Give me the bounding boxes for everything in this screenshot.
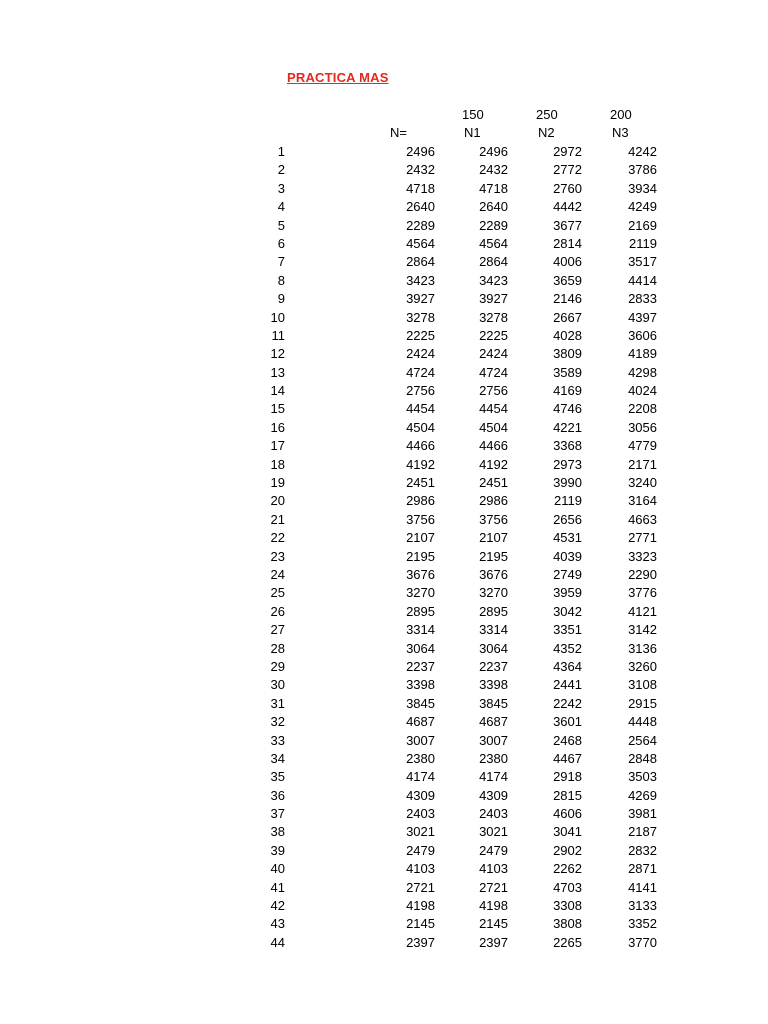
table-row: [0, 419, 768, 437]
table-row: [0, 732, 768, 750]
cell-n: 2640: [406, 199, 435, 215]
cell-n1: 4454: [479, 401, 508, 417]
cell-n3: 2169: [628, 217, 657, 233]
cell-n2: 4006: [553, 254, 582, 270]
cell-n: 2451: [406, 475, 435, 491]
cell-n1: 4687: [479, 714, 508, 730]
cell-n3: 2848: [628, 750, 657, 766]
table-row: [0, 787, 768, 805]
cell-n2: 2760: [553, 180, 582, 196]
row-index: 34: [270, 750, 285, 766]
cell-n1: 4718: [479, 180, 508, 196]
cell-n3: 3108: [628, 677, 657, 693]
cell-n2: 4364: [553, 658, 582, 674]
cell-n: 3270: [406, 585, 435, 601]
cell-n: 2289: [406, 217, 435, 233]
table-row: [0, 400, 768, 418]
cell-n3: 2290: [628, 566, 657, 582]
cell-n: 2145: [406, 916, 435, 932]
cell-n: 2479: [406, 842, 435, 858]
table-row: [0, 860, 768, 878]
cell-n3: 3142: [628, 622, 657, 638]
cell-n2: 2656: [553, 511, 582, 527]
table-row: [0, 768, 768, 786]
cell-n1: 4192: [479, 456, 508, 472]
row-index: 29: [270, 658, 285, 674]
table-row: [0, 879, 768, 897]
cell-n1: 2397: [479, 934, 508, 950]
cell-n1: 2107: [479, 530, 508, 546]
page-title: PRACTICA MAS: [287, 70, 389, 85]
cell-n2: 2667: [553, 309, 582, 325]
table-row: [0, 345, 768, 363]
cell-n3: 4397: [628, 309, 657, 325]
cell-n: 2721: [406, 879, 435, 895]
cell-n: 3845: [406, 695, 435, 711]
cell-n3: 3606: [628, 327, 657, 343]
cell-n1: 2195: [479, 548, 508, 564]
cell-n2: 2749: [553, 566, 582, 582]
row-index: 31: [270, 695, 285, 711]
cell-n: 2195: [406, 548, 435, 564]
cell-n: 4103: [406, 861, 435, 877]
cell-n2: 3589: [553, 364, 582, 380]
cell-n: 4466: [406, 438, 435, 454]
cell-n2: 3351: [553, 622, 582, 638]
cell-n: 4504: [406, 419, 435, 435]
row-index: 43: [270, 916, 285, 932]
row-index: 23: [270, 548, 285, 564]
cell-n1: 4103: [479, 861, 508, 877]
cell-n: 3423: [406, 272, 435, 288]
row-index: 11: [271, 327, 285, 343]
row-index: 21: [270, 511, 285, 527]
cell-n3: 4242: [628, 144, 657, 159]
cell-n: 3007: [406, 732, 435, 748]
table-row: [0, 364, 768, 382]
cell-n3: 4141: [628, 879, 657, 895]
table-row: [0, 382, 768, 400]
table-row: [0, 823, 768, 841]
cell-n3: 4448: [628, 714, 657, 730]
cell-n1: 2451: [479, 475, 508, 491]
cell-n3: 2187: [628, 824, 657, 840]
cell-n: 3064: [406, 640, 435, 656]
cell-n2: 3990: [553, 475, 582, 491]
cell-n: 2756: [406, 383, 435, 399]
cell-n2: 3659: [553, 272, 582, 288]
cell-n2: 3601: [553, 714, 582, 730]
cell-n3: 3770: [628, 934, 657, 950]
table-row: [0, 161, 768, 179]
cell-n1: 3423: [479, 272, 508, 288]
table-row: [0, 143, 768, 161]
cell-n2: 2119: [554, 493, 582, 509]
row-index: 6: [277, 235, 285, 251]
cell-n: 2432: [406, 162, 435, 178]
row-index: 30: [270, 677, 285, 693]
cell-n3: 2833: [628, 291, 657, 307]
table-row: [0, 217, 768, 235]
sample-size-n3: 200: [610, 107, 632, 122]
sample-size-row: [0, 106, 768, 124]
row-index: 14: [270, 383, 285, 399]
cell-n3: 3981: [628, 806, 657, 822]
cell-n: 2864: [406, 254, 435, 270]
cell-n: 3021: [406, 824, 435, 840]
row-index: 9: [277, 291, 285, 307]
cell-n2: 2772: [553, 162, 582, 178]
table-row: [0, 695, 768, 713]
row-index: 13: [270, 364, 285, 380]
table-row: [0, 253, 768, 271]
row-index: 18: [270, 456, 285, 472]
cell-n3: 3136: [628, 640, 657, 656]
cell-n1: 3064: [479, 640, 508, 656]
cell-n2: 3042: [553, 603, 582, 619]
cell-n3: 2871: [628, 861, 657, 877]
table-row: [0, 327, 768, 345]
cell-n1: 2145: [479, 916, 508, 932]
cell-n: 2107: [406, 530, 435, 546]
row-index: 44: [270, 934, 285, 950]
row-index: 27: [270, 622, 285, 638]
row-index: 42: [270, 898, 285, 914]
cell-n3: 3776: [628, 585, 657, 601]
cell-n2: 2902: [553, 842, 582, 858]
table-row: [0, 603, 768, 621]
cell-n2: 3368: [553, 438, 582, 454]
cell-n3: 4414: [628, 272, 657, 288]
column-header-row: [0, 124, 768, 142]
column-header-n2: N2: [538, 125, 555, 140]
cell-n2: 4221: [553, 419, 582, 435]
cell-n2: 2441: [553, 677, 582, 693]
row-index: 5: [277, 217, 285, 233]
row-index: 28: [270, 640, 285, 656]
cell-n: 3278: [406, 309, 435, 325]
cell-n: 4687: [406, 714, 435, 730]
cell-n: 3756: [406, 511, 435, 527]
cell-n3: 3786: [628, 162, 657, 178]
table-row: [0, 713, 768, 731]
table-row: [0, 290, 768, 308]
cell-n3: 2771: [628, 530, 657, 546]
cell-n1: 4504: [479, 419, 508, 435]
cell-n: 4198: [406, 898, 435, 914]
cell-n1: 2479: [479, 842, 508, 858]
cell-n3: 4249: [628, 199, 657, 215]
cell-n: 2225: [406, 327, 435, 343]
table-row: [0, 842, 768, 860]
table-row: [0, 529, 768, 547]
sample-size-n2: 250: [536, 107, 558, 122]
column-header-n: N=: [390, 125, 407, 140]
cell-n1: 3314: [479, 622, 508, 638]
cell-n1: 2424: [479, 346, 508, 362]
row-index: 26: [270, 603, 285, 619]
row-index: 3: [277, 180, 285, 196]
cell-n2: 2242: [553, 695, 582, 711]
cell-n3: 3503: [628, 769, 657, 785]
row-index: 33: [270, 732, 285, 748]
cell-n1: 3270: [479, 585, 508, 601]
cell-n3: 3133: [628, 898, 657, 914]
row-index: 12: [270, 346, 285, 362]
row-index: 39: [270, 842, 285, 858]
table-row: [0, 566, 768, 584]
cell-n: 3676: [406, 566, 435, 582]
cell-n: 4174: [406, 769, 435, 785]
cell-n1: 3676: [479, 566, 508, 582]
table-row: [0, 548, 768, 566]
row-index: 24: [270, 566, 285, 582]
cell-n: 4718: [406, 180, 435, 196]
cell-n3: 4269: [628, 787, 657, 803]
cell-n3: 3260: [628, 658, 657, 674]
cell-n1: 3398: [479, 677, 508, 693]
cell-n3: 4024: [628, 383, 657, 399]
row-index: 32: [270, 714, 285, 730]
cell-n3: 2119: [629, 235, 657, 251]
row-index: 25: [270, 585, 285, 601]
row-index: 36: [270, 787, 285, 803]
row-index: 20: [270, 493, 285, 509]
cell-n2: 2815: [553, 787, 582, 803]
cell-n: 3314: [406, 622, 435, 638]
table-row: [0, 272, 768, 290]
cell-n1: 2225: [479, 327, 508, 343]
column-header-n1: N1: [464, 125, 481, 140]
column-header-n3: N3: [612, 125, 629, 140]
cell-n3: 3517: [628, 254, 657, 270]
cell-n3: 3934: [628, 180, 657, 196]
cell-n: 4564: [406, 235, 435, 251]
cell-n2: 4531: [553, 530, 582, 546]
cell-n2: 4039: [553, 548, 582, 564]
cell-n1: 2380: [479, 750, 508, 766]
cell-n2: 2973: [553, 456, 582, 472]
row-index: 35: [270, 769, 285, 785]
cell-n1: 4466: [479, 438, 508, 454]
row-index: 7: [277, 254, 285, 270]
table-row: [0, 235, 768, 253]
cell-n3: 3056: [628, 419, 657, 435]
cell-n: 4454: [406, 401, 435, 417]
table-row: [0, 492, 768, 510]
cell-n2: 2262: [553, 861, 582, 877]
cell-n1: 2289: [479, 217, 508, 233]
cell-n1: 2432: [479, 162, 508, 178]
cell-n1: 3021: [479, 824, 508, 840]
cell-n3: 3164: [628, 493, 657, 509]
row-index: 38: [270, 824, 285, 840]
cell-n2: 2972: [553, 144, 582, 159]
cell-n1: 3927: [479, 291, 508, 307]
table-row: [0, 309, 768, 327]
cell-n2: 2265: [553, 934, 582, 950]
cell-n2: 4442: [553, 199, 582, 215]
cell-n: 3927: [406, 291, 435, 307]
cell-n: 2895: [406, 603, 435, 619]
cell-n2: 3677: [553, 217, 582, 233]
cell-n2: 2918: [553, 769, 582, 785]
table-row: [0, 640, 768, 658]
cell-n2: 4467: [553, 750, 582, 766]
cell-n2: 4703: [553, 879, 582, 895]
cell-n2: 3959: [553, 585, 582, 601]
table-row: [0, 750, 768, 768]
cell-n3: 2171: [628, 456, 657, 472]
cell-n2: 3041: [553, 824, 582, 840]
row-index: 16: [270, 419, 285, 435]
cell-n2: 4746: [553, 401, 582, 417]
row-index: 37: [270, 806, 285, 822]
cell-n: 2403: [406, 806, 435, 822]
table-row: [0, 437, 768, 455]
cell-n1: 2403: [479, 806, 508, 822]
cell-n1: 2237: [479, 658, 508, 674]
cell-n1: 2721: [479, 879, 508, 895]
table-row: [0, 915, 768, 933]
cell-n1: 4174: [479, 769, 508, 785]
table-row: [0, 621, 768, 639]
table-row: [0, 198, 768, 216]
table-row: [0, 934, 768, 952]
cell-n: 4724: [406, 364, 435, 380]
cell-n2: 4169: [553, 383, 582, 399]
cell-n2: 4028: [553, 327, 582, 343]
cell-n1: 2895: [479, 603, 508, 619]
cell-n: 2496: [406, 144, 435, 159]
cell-n3: 4189: [628, 346, 657, 362]
row-index: 22: [270, 530, 285, 546]
table-row: [0, 676, 768, 694]
cell-n1: 4564: [479, 235, 508, 251]
cell-n2: 4606: [553, 806, 582, 822]
cell-n3: 2208: [628, 401, 657, 417]
row-index: 2: [277, 162, 285, 178]
cell-n3: 2832: [628, 842, 657, 858]
table-row: [0, 658, 768, 676]
cell-n1: 2864: [479, 254, 508, 270]
table-row: [0, 584, 768, 602]
cell-n: 2237: [406, 658, 435, 674]
cell-n: 2380: [406, 750, 435, 766]
cell-n1: 3007: [479, 732, 508, 748]
row-index: 10: [270, 309, 285, 325]
row-index: 4: [277, 199, 285, 215]
cell-n1: 3756: [479, 511, 508, 527]
cell-n1: 2756: [479, 383, 508, 399]
cell-n3: 3352: [628, 916, 657, 932]
row-index: 1: [277, 144, 285, 159]
cell-n: 2397: [406, 934, 435, 950]
cell-n: 2424: [406, 346, 435, 362]
row-index: 15: [270, 401, 285, 417]
cell-n3: 4779: [628, 438, 657, 454]
cell-n: 3398: [406, 677, 435, 693]
row-index: 8: [277, 272, 285, 288]
cell-n2: 3308: [553, 898, 582, 914]
cell-n2: 3809: [553, 346, 582, 362]
cell-n2: 4352: [553, 640, 582, 656]
sample-size-n1: 150: [462, 107, 484, 122]
cell-n: 2986: [406, 493, 435, 509]
table-row: [0, 805, 768, 823]
cell-n: 4192: [406, 456, 435, 472]
cell-n1: 4309: [479, 787, 508, 803]
cell-n3: 3323: [628, 548, 657, 564]
cell-n2: 2146: [553, 291, 582, 307]
cell-n2: 2814: [553, 235, 582, 251]
cell-n3: 2564: [628, 732, 657, 748]
row-index: 40: [270, 861, 285, 877]
cell-n1: 3845: [479, 695, 508, 711]
table-row: [0, 897, 768, 915]
table-row: [0, 511, 768, 529]
cell-n3: 4121: [628, 603, 657, 619]
cell-n1: 4198: [479, 898, 508, 914]
cell-n1: 4724: [479, 364, 508, 380]
data-table: [0, 143, 768, 952]
cell-n3: 2915: [628, 695, 657, 711]
row-index: 17: [270, 438, 285, 454]
table-row: [0, 474, 768, 492]
cell-n3: 4663: [628, 511, 657, 527]
row-index: 19: [270, 475, 285, 491]
table-row: [0, 180, 768, 198]
cell-n3: 3240: [628, 475, 657, 491]
cell-n1: 2640: [479, 199, 508, 215]
cell-n1: 2496: [479, 144, 508, 159]
table-row: [0, 456, 768, 474]
cell-n3: 4298: [628, 364, 657, 380]
cell-n1: 2986: [479, 493, 508, 509]
row-index: 41: [270, 879, 285, 895]
cell-n2: 3808: [553, 916, 582, 932]
cell-n: 4309: [406, 787, 435, 803]
cell-n1: 3278: [479, 309, 508, 325]
cell-n2: 2468: [553, 732, 582, 748]
